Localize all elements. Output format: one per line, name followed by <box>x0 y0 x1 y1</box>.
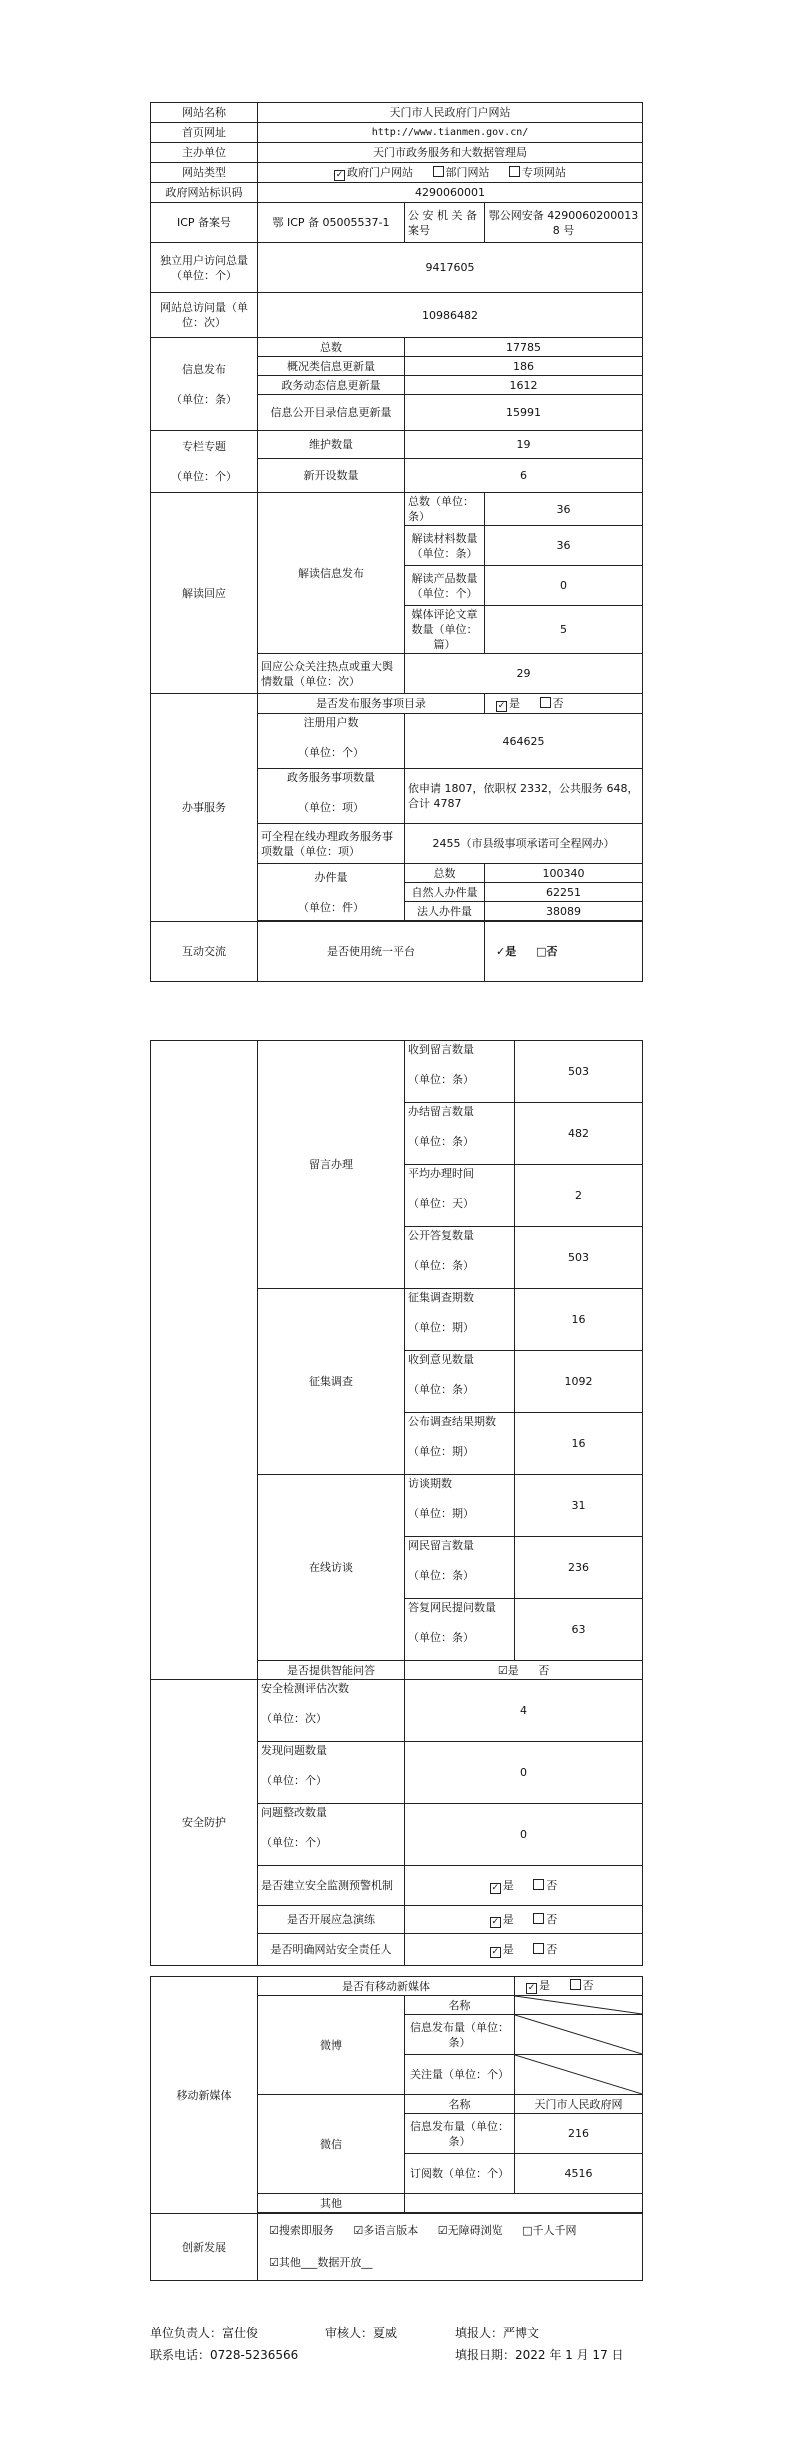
report-table-interaction <box>150 1040 643 1966</box>
checkbox-icon <box>509 166 520 177</box>
survey-row-label-cell: 公布调查结果期数 （单位：期） <box>405 1413 515 1475</box>
checkbox-checked-icon: ☑ <box>269 2224 279 2237</box>
report-table-mobile <box>150 1976 643 2281</box>
visits-label: 网站总访问量（单位：次） <box>151 293 258 338</box>
icp-label: ICP 备案号 <box>151 203 258 243</box>
footer-filler: 填报人：严博文 <box>455 2326 540 2340</box>
service-label: 办事服务 <box>151 694 258 922</box>
service-online-label: 可全程在线办理政务服务事项数量（单位：项） <box>258 824 405 864</box>
interpret-row-value: 5 <box>485 606 643 654</box>
interview-row-value: 63 <box>515 1599 643 1661</box>
footer-leader: 单位负责人：富仕俊 <box>150 2326 259 2340</box>
checkbox-checked-icon: ☑ <box>497 1663 508 1677</box>
service-publish-options <box>485 694 643 714</box>
message-row-value: 503 <box>515 1041 643 1103</box>
wechat-sub-value: 4516 <box>515 2154 643 2194</box>
security-row-value: 0 <box>405 1804 643 1866</box>
footer-date: 填报日期：2022 年 1 月 17 日 <box>455 2348 624 2362</box>
survey-label: 征集调查 <box>258 1289 405 1475</box>
wechat-label: 微信 <box>258 2095 405 2194</box>
checkbox-icon: □ <box>522 2224 533 2237</box>
checkbox-icon <box>433 166 444 177</box>
mobile-other-label: 其他 <box>258 2194 405 2213</box>
visits-value: 10986482 <box>258 293 643 338</box>
interview-row-label-cell: 答复网民提问数量 （单位：条） <box>405 1599 515 1661</box>
site-type-label: 网站类型 <box>151 163 258 183</box>
weibo-publish-label: 信息发布量（单位：条） <box>405 2015 515 2055</box>
site-type-options <box>258 163 643 183</box>
checkbox-checked-icon: ☑ <box>269 2256 279 2269</box>
wechat-name-value: 天门市人民政府网 <box>515 2095 643 2114</box>
weibo-name-empty <box>515 1996 643 2015</box>
footer-reviewer: 审核人：夏威 <box>325 2326 398 2340</box>
column-new-label: 新开设数量 <box>258 459 405 493</box>
column-maintain-label: 维护数量 <box>258 431 405 459</box>
info-publish-row-value: 1612 <box>405 376 643 395</box>
column-unit: （单位：个） <box>171 470 237 483</box>
interpret-respond-label: 回应公众关注热点或重大舆情数量（单位：次） <box>258 654 405 694</box>
checkbox-checked-icon: ☑ <box>353 2224 364 2237</box>
info-publish-row-value: 17785 <box>405 338 643 357</box>
mobile-has-yes[interactable]: ✓ 是 <box>527 1979 550 1993</box>
column-label: 专栏专题 <box>182 440 226 453</box>
service-publish-yes[interactable]: ✓ 是 <box>497 696 520 711</box>
innovation-option-other[interactable]: ☑其他___数据开放__ <box>269 2256 373 2269</box>
interpret-row-label: 总数（单位：条） <box>405 493 485 526</box>
checkbox-checked-icon: ☑ <box>437 2224 448 2237</box>
mobile-has-options <box>515 1977 643 1996</box>
interpret-label: 解读回应 <box>151 493 258 694</box>
interview-row-label-cell: 网民留言数量 （单位：条） <box>405 1537 515 1599</box>
info-publish-row-label: 概况类信息更新量 <box>258 357 405 376</box>
wechat-publish-value: 216 <box>515 2114 643 2154</box>
message-row-label-cell: 办结留言数量 （单位：条） <box>405 1103 515 1165</box>
icp-value: 鄂 ICP 备 05005537-1 <box>258 203 405 243</box>
security-row-value: 0 <box>405 1742 643 1804</box>
interpret-row-value: 36 <box>485 526 643 566</box>
interaction-platform-label: 是否使用统一平台 <box>258 922 485 982</box>
info-publish-label: 信息发布 <box>182 362 226 376</box>
mobile-has-no[interactable]: 否 <box>570 1978 594 1993</box>
interpret-row-label: 解读产品数量（单位：个） <box>405 566 485 606</box>
footer-phone: 联系电话：0728-5236566 <box>150 2348 299 2362</box>
interview-row-value: 236 <box>515 1537 643 1599</box>
service-handle-row-value: 62251 <box>485 883 643 902</box>
security-warn-label: 是否建立安全监测预警机制 <box>258 1866 405 1906</box>
interaction-platform-options <box>485 922 643 982</box>
survey-row-value: 1092 <box>515 1351 643 1413</box>
interaction-platform-no[interactable]: □否 <box>536 945 558 958</box>
diagonal-line-icon <box>515 2055 642 2094</box>
security-drill-options <box>405 1906 643 1934</box>
service-publish-label: 是否发布服务事项目录 <box>258 694 485 714</box>
checkbox-checked-icon: ✓ <box>491 1916 500 1927</box>
innovation-option-accessible[interactable]: ☑无障碍浏览 <box>437 2224 503 2237</box>
interpret-sub-label: 解读信息发布 <box>258 493 405 654</box>
service-items-unit: （单位：项） <box>298 801 364 814</box>
survey-row-value: 16 <box>515 1413 643 1475</box>
checkbox-checked-icon: ✓ <box>527 1983 536 1993</box>
checkbox-checked-icon: ✓ <box>491 1882 500 1893</box>
security-warn-options <box>405 1866 643 1906</box>
site-type-option-special[interactable]: 专项网站 <box>509 165 566 180</box>
message-row-value: 482 <box>515 1103 643 1165</box>
interpret-row-value: 0 <box>485 566 643 606</box>
service-items-cell <box>258 769 405 824</box>
innovation-options <box>258 2214 643 2281</box>
column-maintain-value: 19 <box>405 431 643 459</box>
security-row-label-cell: 安全检测评估次数 （单位：次） <box>258 1680 405 1742</box>
qa-yes[interactable]: ☑是 <box>497 1663 519 1677</box>
site-name-value: 天门市人民政府门户网站 <box>258 103 643 123</box>
message-row-value: 2 <box>515 1165 643 1227</box>
interaction-label: 互动交流 <box>151 922 258 982</box>
weibo-name-label: 名称 <box>405 1996 515 2015</box>
service-handle-row-value: 100340 <box>485 864 643 883</box>
service-handle-row-label: 总数 <box>405 864 485 883</box>
site-type-option-portal[interactable]: ✓ 政府门户网站 <box>335 165 413 180</box>
diagonal-line-icon <box>515 2015 642 2054</box>
service-handle-row-label: 自然人办件量 <box>405 883 485 902</box>
info-publish-row-value: 15991 <box>405 395 643 431</box>
wechat-name-label: 名称 <box>405 2095 515 2114</box>
weibo-publish-empty <box>515 2015 643 2055</box>
innovation-label: 创新发展 <box>151 2214 258 2281</box>
checkbox-icon <box>540 697 551 708</box>
survey-row-label-cell: 收到意见数量 （单位：条） <box>405 1351 515 1413</box>
site-code-label: 政府网站标识码 <box>151 183 258 203</box>
checkbox-icon <box>570 1979 581 1990</box>
mobile-other-value <box>405 2194 643 2213</box>
security-drill-label: 是否开展应急演练 <box>258 1906 405 1934</box>
message-row-value: 503 <box>515 1227 643 1289</box>
qa-options <box>405 1661 643 1680</box>
column-section <box>151 431 258 493</box>
service-users-cell <box>258 714 405 769</box>
security-warn-no[interactable]: 否 <box>533 1878 557 1893</box>
homepage-label: 首页网址 <box>151 123 258 143</box>
security-label: 安全防护 <box>151 1680 258 1966</box>
message-row-label-cell: 平均办理时间 （单位：天） <box>405 1165 515 1227</box>
site-name-label: 网站名称 <box>151 103 258 123</box>
service-handle-cell <box>258 864 405 921</box>
interpret-row-label: 解读材料数量（单位：条） <box>405 526 485 566</box>
checkbox-icon <box>533 1913 544 1924</box>
info-publish-section <box>151 338 258 431</box>
innovation-option-search[interactable]: ☑搜索即服务 <box>269 2224 334 2237</box>
report-table-basic <box>150 102 643 982</box>
security-row-value: 4 <box>405 1680 643 1742</box>
visitors-label: 独立用户访问总量（单位：个） <box>151 243 258 293</box>
checkbox-checked-icon: ✓ <box>491 1946 500 1957</box>
security-warn-yes[interactable]: ✓ 是 <box>491 1878 514 1893</box>
service-handle-row-label: 法人办件量 <box>405 902 485 921</box>
weibo-follow-empty <box>515 2055 643 2095</box>
security-duty-label: 是否明确网站安全责任人 <box>258 1934 405 1966</box>
service-publish-no[interactable]: 否 <box>540 696 564 711</box>
info-publish-row-label: 总数 <box>258 338 405 357</box>
interview-label: 在线访谈 <box>258 1475 405 1661</box>
security-duty-options <box>405 1934 643 1966</box>
service-handle-unit: （单位：件） <box>298 900 364 914</box>
interpret-row-value: 36 <box>485 493 643 526</box>
service-users-value: 464625 <box>405 714 643 769</box>
interaction-platform-yes[interactable]: ✓是 <box>496 945 517 958</box>
security-row-label-cell: 问题整改数量 （单位：个） <box>258 1804 405 1866</box>
checkbox-icon <box>533 1943 544 1954</box>
service-users-unit: （单位：个） <box>298 746 364 759</box>
message-row-label-cell: 公开答复数量 （单位：条） <box>405 1227 515 1289</box>
checkbox-icon <box>533 1879 544 1890</box>
mobile-has-label: 是否有移动新媒体 <box>258 1977 515 1996</box>
info-publish-row-label: 信息公开目录信息更新量 <box>258 395 405 431</box>
message-row-label-cell: 收到留言数量 （单位：条） <box>405 1041 515 1103</box>
interview-row-value: 31 <box>515 1475 643 1537</box>
service-handle-label: 办件量 <box>314 870 348 884</box>
qa-no[interactable]: 否 <box>538 1663 550 1677</box>
signature-footer <box>150 2324 539 2341</box>
mobile-label: 移动新媒体 <box>151 1977 258 2214</box>
site-code-value: 4290060001 <box>258 183 643 203</box>
interaction-detail-blank <box>151 1041 258 1680</box>
message-label: 留言办理 <box>258 1041 405 1289</box>
innovation-option-personalized[interactable]: □千人千网 <box>522 2224 577 2237</box>
interpret-row-label: 媒体评论文章数量（单位：篇） <box>405 606 485 654</box>
info-publish-row-value: 186 <box>405 357 643 376</box>
weibo-label: 微博 <box>258 1996 405 2095</box>
info-publish-unit: （单位：条） <box>171 392 237 406</box>
qa-label: 是否提供智能问答 <box>258 1661 405 1680</box>
diagonal-line-icon <box>515 1996 642 2014</box>
wechat-sub-label: 订阅数（单位：个） <box>405 2154 515 2194</box>
host-value: 天门市政务服务和大数据管理局 <box>258 143 643 163</box>
security-drill-yes[interactable]: ✓ 是 <box>491 1912 514 1927</box>
interview-row-label-cell: 访谈期数 （单位：期） <box>405 1475 515 1537</box>
innovation-option-multilang[interactable]: ☑多语言版本 <box>353 2224 419 2237</box>
site-type-option-department[interactable]: 部门网站 <box>433 165 490 180</box>
interpret-respond-value: 29 <box>405 654 643 694</box>
security-duty-no[interactable]: 否 <box>533 1942 557 1957</box>
service-items-value: 依申请 1807，依职权 2332，公共服务 648，合计 4787 <box>405 769 643 824</box>
visitors-value: 9417605 <box>258 243 643 293</box>
info-publish-row-label: 政务动态信息更新量 <box>258 376 405 395</box>
checkbox-checked-icon: ✓ <box>497 700 506 711</box>
service-items-label: 政务服务事项数量 <box>287 771 375 784</box>
survey-row-value: 16 <box>515 1289 643 1351</box>
security-row-label-cell: 发现问题数量 （单位：个） <box>258 1742 405 1804</box>
survey-row-label-cell: 征集调查期数 （单位：期） <box>405 1289 515 1351</box>
service-online-value: 2455（市县级事项承诺可全程网办） <box>405 824 643 864</box>
service-handle-row-value: 38089 <box>485 902 643 921</box>
weibo-follow-label: 关注量（单位：个） <box>405 2055 515 2095</box>
wechat-publish-label: 信息发布量（单位：条） <box>405 2114 515 2154</box>
security-drill-no[interactable]: 否 <box>533 1912 557 1927</box>
service-users-label: 注册用户数 <box>303 716 359 729</box>
host-label: 主办单位 <box>151 143 258 163</box>
column-new-value: 6 <box>405 459 643 493</box>
security-duty-yes[interactable]: ✓ 是 <box>491 1942 514 1957</box>
homepage-value: http://www.tianmen.gov.cn/ <box>258 123 643 143</box>
checkbox-checked-icon: ✓ <box>335 169 344 180</box>
contact-footer <box>150 2346 624 2363</box>
police-value: 鄂公网安备 42900602000138 号 <box>485 203 643 243</box>
police-label: 公 安 机 关 备 案号 <box>405 203 485 243</box>
